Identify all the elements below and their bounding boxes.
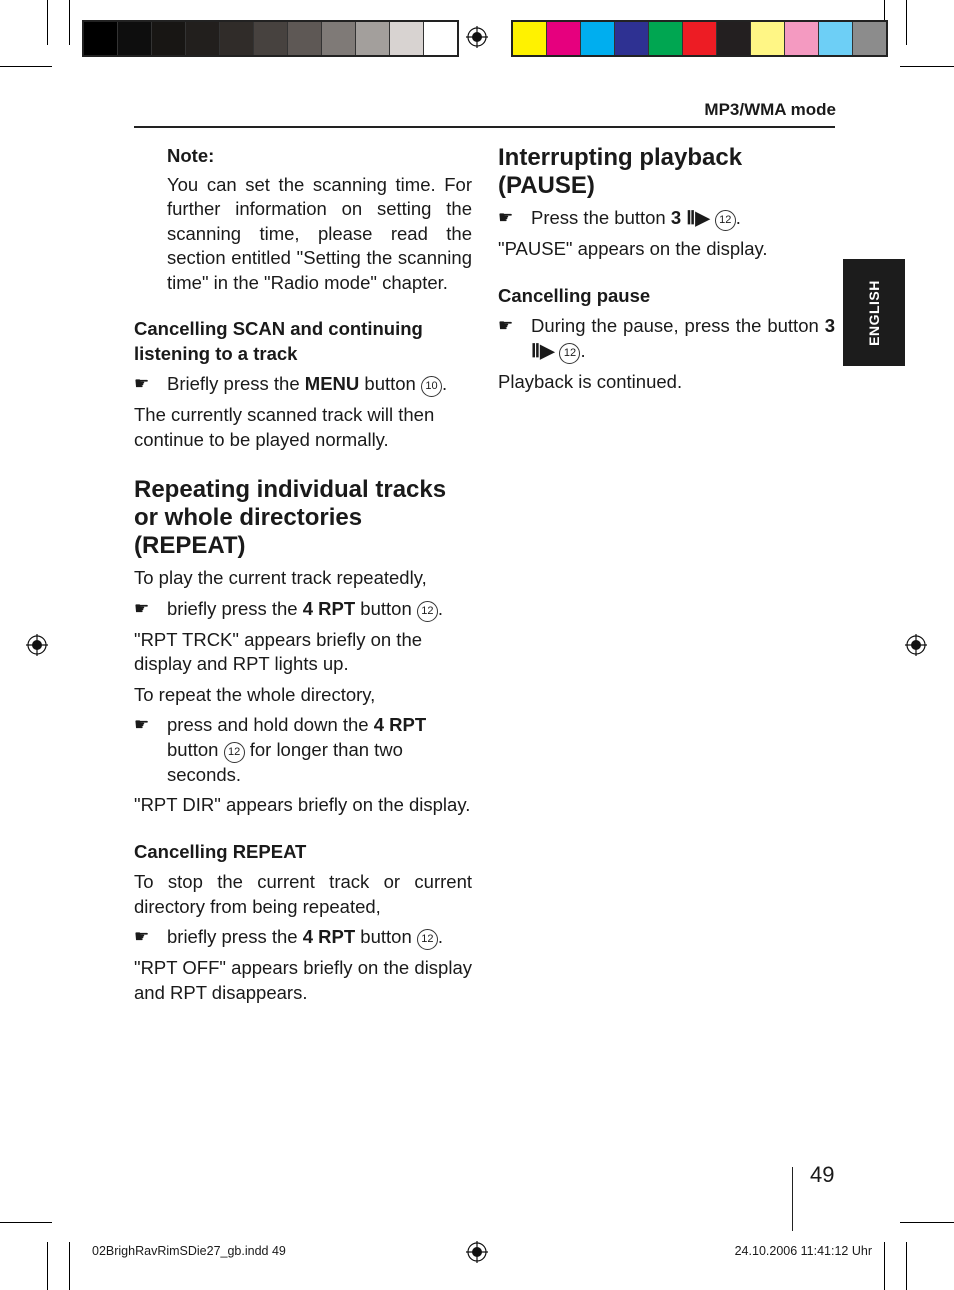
button-name: 4 RPT bbox=[373, 714, 427, 735]
pointing-hand-icon: ☛ bbox=[134, 715, 150, 734]
color-swatch bbox=[547, 22, 581, 55]
button-name: 3 Ⅱ▶ bbox=[670, 207, 710, 228]
pause-heading: Interrupting playback (PAUSE) bbox=[498, 144, 743, 199]
registration-mark-icon bbox=[26, 634, 48, 656]
color-swatch bbox=[615, 22, 649, 55]
list-item: ☛ Press the button 3 Ⅱ▶ 12 . bbox=[498, 206, 835, 231]
color-swatch bbox=[390, 22, 424, 55]
page-number-rule bbox=[792, 1167, 793, 1231]
crop-mark bbox=[69, 1242, 70, 1290]
list-item: ☛ briefly press the 4 RPT button 12 . bbox=[134, 925, 472, 950]
crop-mark bbox=[69, 0, 70, 45]
color-swatch bbox=[819, 22, 853, 55]
list-item: ☛ press and hold down the 4 RPT button 12 for longer than two seconds. bbox=[134, 714, 427, 785]
color-swatch bbox=[424, 22, 457, 55]
crop-mark bbox=[906, 1242, 907, 1290]
note-block bbox=[134, 144, 472, 295]
button-name: MENU bbox=[304, 373, 360, 394]
list-item: ☛ Briefly press the MENU button 10 . bbox=[134, 372, 472, 397]
language-tab-label: ENGLISH bbox=[866, 279, 882, 346]
scan-result: The currently scanned track will then continue to be played normally. bbox=[134, 404, 435, 450]
repeat-heading: Repeating individual tracks or whole directories (REPEAT) bbox=[134, 476, 447, 559]
registration-mark-icon bbox=[466, 26, 488, 48]
note-heading: Note: bbox=[167, 145, 215, 166]
button-name: 3 Ⅱ▶ bbox=[531, 315, 835, 361]
pointing-hand-icon: ☛ bbox=[134, 374, 150, 393]
grayscale-color-bar bbox=[82, 20, 459, 57]
registration-mark-icon bbox=[466, 1241, 488, 1263]
color-swatch bbox=[751, 22, 785, 55]
color-swatch bbox=[683, 22, 717, 55]
pointing-hand-icon: ☛ bbox=[498, 208, 514, 227]
color-swatch bbox=[118, 22, 152, 55]
pointing-hand-icon: ☛ bbox=[134, 598, 150, 618]
running-header: MP3/WMA mode bbox=[704, 100, 836, 119]
note-body: You can set the scanning time. For further information on setting the scanning time, please read the section entitled "Setting the scanning time" in the "Radio mode" chapter. bbox=[167, 173, 472, 293]
page-number: 49 bbox=[810, 1162, 835, 1187]
button-number: 12 bbox=[417, 601, 438, 622]
color-swatch bbox=[254, 22, 288, 55]
registration-mark-icon bbox=[905, 634, 927, 656]
button-number: 12 bbox=[224, 742, 245, 763]
repeat-intro: To repeat the whole directory, bbox=[134, 683, 376, 705]
crop-mark bbox=[47, 0, 48, 45]
list-item: ☛ briefly press the 4 RPT button 12 . bbox=[134, 597, 472, 622]
color-swatch bbox=[288, 22, 322, 55]
color-swatch bbox=[513, 22, 547, 55]
color-swatch bbox=[581, 22, 615, 55]
button-number: 12 bbox=[417, 929, 438, 950]
crop-mark bbox=[884, 1242, 885, 1290]
cancel-repeat-heading: Cancelling REPEAT bbox=[134, 840, 307, 862]
pause-result: "PAUSE" appears on the display. bbox=[498, 238, 768, 259]
color-swatch bbox=[322, 22, 356, 55]
button-number: 12 bbox=[559, 343, 580, 364]
left-column bbox=[134, 144, 472, 1005]
button-number: 12 bbox=[715, 210, 736, 231]
color-swatch bbox=[649, 22, 683, 55]
crop-mark bbox=[906, 0, 907, 45]
color-swatch bbox=[186, 22, 220, 55]
right-column bbox=[498, 144, 835, 394]
button-name: 4 RPT bbox=[302, 926, 356, 947]
footer-timestamp: 24.10.2006 11:41:12 Uhr bbox=[734, 1244, 872, 1258]
language-tab bbox=[843, 259, 905, 366]
pointing-hand-icon: ☛ bbox=[498, 316, 514, 335]
crop-mark bbox=[47, 1242, 48, 1290]
pointing-hand-icon: ☛ bbox=[134, 927, 150, 946]
crop-mark bbox=[900, 66, 954, 67]
crop-mark bbox=[0, 66, 52, 67]
list-item: ☛ During the pause, press the button 3 Ⅱ▶ 12 . bbox=[498, 314, 835, 364]
crop-mark bbox=[0, 1222, 52, 1223]
color-swatch bbox=[152, 22, 186, 55]
header-rule bbox=[134, 126, 835, 128]
button-number: 10 bbox=[421, 376, 442, 397]
process-color-bar bbox=[511, 20, 888, 57]
repeat-result: "RPT DIR" appears briefly on the display. bbox=[134, 794, 471, 815]
color-swatch bbox=[853, 22, 886, 55]
color-swatch bbox=[785, 22, 819, 55]
color-swatch bbox=[717, 22, 751, 55]
cancel-repeat-result: "RPT OFF" appears briefly on the display and RPT disappears. bbox=[134, 957, 472, 1003]
cancel-repeat-intro: To stop the current track or current directory from being repeated, bbox=[134, 871, 472, 917]
button-name: 4 RPT bbox=[302, 597, 356, 619]
scan-heading: Cancelling SCAN and continuing listening to a track bbox=[134, 318, 423, 364]
crop-mark bbox=[900, 1222, 954, 1223]
footer-filename: 02BrighRavRimSDie27_gb.indd 49 bbox=[92, 1244, 286, 1258]
cancel-pause-result: Playback is continued. bbox=[498, 370, 683, 392]
repeat-result: "RPT TRCK" appears briefly on the display and RPT lights up. bbox=[134, 628, 423, 674]
color-swatch bbox=[356, 22, 390, 55]
repeat-intro: To play the current track repeatedly, bbox=[134, 567, 427, 588]
cancel-pause-heading: Cancelling pause bbox=[498, 284, 651, 306]
color-swatch bbox=[220, 22, 254, 55]
color-swatch bbox=[84, 22, 118, 55]
